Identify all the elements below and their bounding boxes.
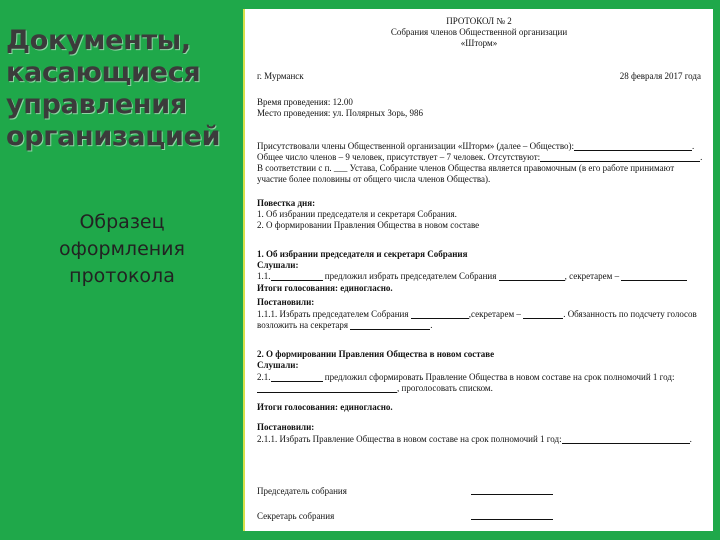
item-number: 1.1. [257,271,271,281]
signature-secretary-label: Секретарь собрания [257,511,335,521]
heard-text: , секретарем – [564,271,620,281]
signature-secretary-field[interactable] [471,511,553,520]
section2-heard-line [257,383,493,393]
blank-field[interactable] [562,435,690,444]
doc-time: Время проведения: 12.00 [257,97,353,107]
line-end: . [430,320,433,330]
blank-field[interactable] [271,272,323,281]
section1-resolved-line [257,309,697,319]
attendance-text: В соответствии с п. ___ Устава, Собрание членов Общества является правомочным (в его работе принимают [257,163,675,173]
section1-resolved-label: Постановили: [257,297,315,307]
section1-heading: 1. Об избрании председателя и секретаря Собрания [257,249,468,259]
doc-title: ПРОТОКОЛ № 2 [446,16,512,26]
resolved-text: . Обязанность по подсчету голосов [563,309,697,319]
section2-vote: Итоги голосования: единогласно. [257,402,393,412]
attendance-line [257,141,694,151]
heard-text: предложил сформировать Правление Общества в новом составе на срок полномочий 1 год: [324,372,675,382]
agenda-item: 2. О формировании Правления Общества в новом составе [257,220,480,230]
line-end: . [692,141,695,151]
blank-field[interactable] [621,272,687,281]
signature-chair-label: Председатель собрания [257,486,347,496]
signature-chair-field[interactable] [471,486,553,495]
blank-field[interactable] [523,310,563,319]
blank-field[interactable] [574,141,695,151]
section1-vote: Итоги голосования: единогласно. [257,283,393,293]
blank-field[interactable] [350,320,433,330]
resolved-text: возложить на секретаря [257,320,349,330]
left-panel [0,0,240,540]
section1-heard-label: Слушали: [257,260,299,270]
agenda-item: 1. Об избрании председателя и секретаря Собрания. [257,209,457,219]
section2-heading: 2. О формировании Правления Общества в новом составе [257,349,495,359]
protocol-document [243,9,713,531]
blank-field[interactable] [271,373,323,382]
attendance-line [257,152,702,162]
heard-text: , проголосовать списком. [397,383,493,393]
blank-field[interactable] [540,152,703,162]
agenda-heading: Повестка дня: [257,198,316,208]
attendance-text: участие более половины от общего числа членов Общества). [257,174,491,184]
resolved-text: ,секретарем – [468,309,521,319]
resolved-text: 1.1.1. Избрать председателем Собрания [257,309,409,319]
section1-heard-line [257,271,687,281]
blank-field[interactable] [257,384,397,393]
doc-subtitle: Собрания членов Общественной организации [390,27,568,37]
section2-heard-label: Слушали: [257,360,299,370]
heard-text: предложил избрать председателем Собрания [324,271,497,281]
attendance-text: Общее число членов – 9 человек, присутствует – 7 человек. Отсутствуют: [257,152,541,162]
blank-field[interactable] [499,272,565,281]
line-end: . [700,152,703,162]
section2-resolved-line [257,434,692,444]
section1-resolved-line [257,320,433,330]
line-end: . [689,434,692,444]
section2-heard-line [257,372,674,382]
item-number: 2.1. [257,372,271,382]
slide-title: Документы, касающиеся управления организацией [6,25,221,152]
doc-place: Место проведения: ул. Полярных Зорь, 986 [257,108,423,118]
doc-org: «Шторм» [460,38,498,48]
doc-date: 28 февраля 2017 года [619,71,701,81]
slide-subtitle: Образец оформления протокола [59,211,185,287]
section2-resolved-label: Постановили: [257,422,315,432]
doc-city: г. Мурманск [257,71,304,81]
blank-field[interactable] [411,310,469,319]
attendance-text: Присутствовали члены Общественной организации «Шторм» (далее – Общество): [257,141,575,151]
resolved-text: 2.1.1. Избрать Правление Общества в новом составе на срок полномочий 1 год: [257,434,562,444]
